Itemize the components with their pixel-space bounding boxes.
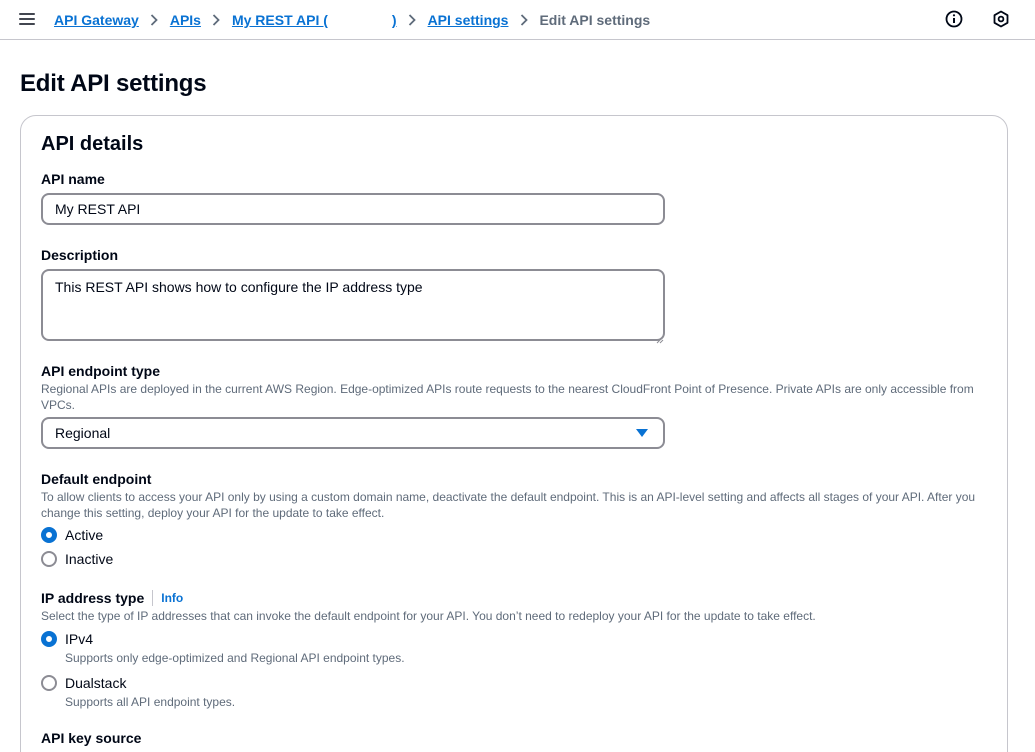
chevron-right-icon — [201, 0, 232, 40]
radio-button-checked[interactable] — [41, 631, 57, 647]
radio-inactive[interactable] — [41, 549, 113, 569]
api-name-label: API name — [41, 171, 105, 187]
description-textarea[interactable] — [41, 269, 665, 341]
breadcrumb-apis[interactable]: APIs — [169, 12, 201, 28]
radio-button-unchecked[interactable] — [41, 675, 57, 691]
radio-inactive-label: Inactive — [65, 551, 114, 567]
radio-button-checked[interactable] — [41, 527, 57, 543]
description-label: Description — [41, 247, 119, 263]
api-name-input[interactable] — [41, 193, 665, 225]
radio-button-unchecked[interactable] — [41, 551, 57, 567]
breadcrumb-api-suffix: ) — [391, 12, 397, 28]
endpoint-type-description: Regional APIs are deployed in the current AWS Region. Edge-optimized APIs route requests to the nearest CloudFront Point of Presence. Private APIs are only accessible from VPCs. — [41, 382, 974, 412]
divider — [152, 590, 153, 606]
ip-address-type-label: IP address type — [41, 590, 145, 606]
radio-active[interactable] — [41, 525, 103, 545]
api-details-panel — [20, 115, 1008, 752]
info-link[interactable]: Info — [161, 591, 184, 605]
endpoint-type-selected-value: Regional — [55, 425, 111, 441]
radio-dualstack-description: Supports all API endpoint types. — [65, 695, 236, 709]
chevron-right-icon — [508, 0, 539, 40]
api-key-source-label: API key source — [41, 730, 142, 746]
radio-ipv4[interactable] — [41, 629, 405, 666]
chevron-right-icon — [397, 0, 428, 40]
radio-ipv4-label: IPv4 — [65, 631, 94, 647]
breadcrumb-api-prefix: My REST API ( — [231, 12, 328, 28]
radio-dualstack-label: Dualstack — [65, 675, 127, 691]
default-endpoint-label: Default endpoint — [41, 471, 152, 487]
radio-dualstack[interactable] — [41, 673, 235, 710]
ip-address-type-header — [41, 590, 183, 606]
breadcrumb-api-settings[interactable]: API settings — [427, 12, 509, 28]
panel-title: API details — [41, 133, 144, 155]
hamburger-menu-icon[interactable] — [19, 11, 35, 27]
top-navigation-bar — [0, 0, 1035, 40]
breadcrumb-my-rest-api[interactable] — [232, 12, 397, 28]
breadcrumb — [54, 0, 650, 40]
radio-active-label: Active — [65, 527, 104, 543]
radio-ipv4-description: Supports only edge-optimized and Regional API endpoint types. — [65, 651, 405, 665]
ip-address-type-description: Select the type of IP addresses that can invoke the default endpoint for your API. You don’t need to redeploy your API for the update to take effect. — [41, 609, 816, 623]
info-circle-icon[interactable] — [945, 10, 963, 28]
hexagon-settings-icon[interactable] — [992, 10, 1010, 28]
default-endpoint-description: To allow clients to access your API only by using a custom domain name, deactivate the default endpoint. This is an API-level setting and affects all stages of your API. After you change this setting, deploy your API for the update to take effect. — [41, 490, 976, 520]
resize-grip-icon[interactable] — [656, 331, 664, 339]
endpoint-type-select[interactable] — [41, 417, 665, 449]
chevron-right-icon — [139, 0, 170, 40]
breadcrumb-current: Edit API settings — [539, 12, 651, 28]
breadcrumb-api-gateway[interactable]: API Gateway — [54, 12, 139, 28]
endpoint-type-label: API endpoint type — [41, 363, 160, 379]
page-title: Edit API settings — [20, 70, 207, 97]
caret-down-icon — [636, 429, 648, 437]
